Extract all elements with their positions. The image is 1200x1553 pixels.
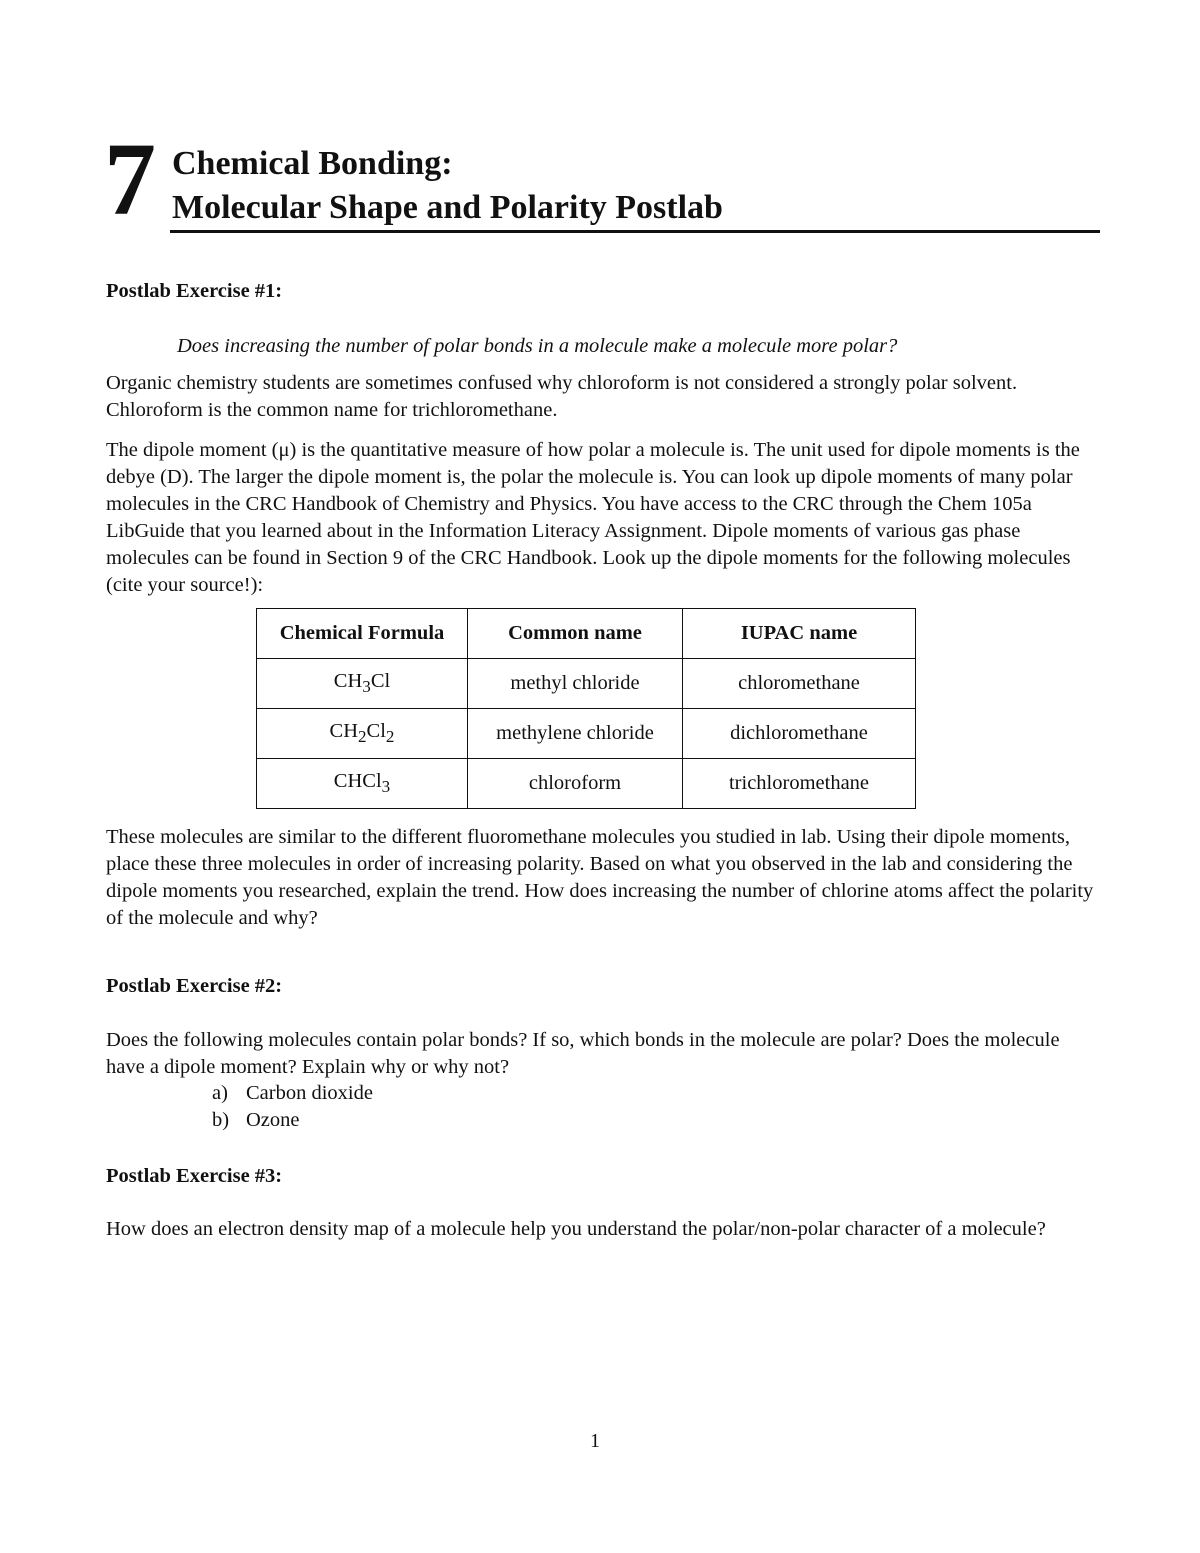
common-name-cell: methylene chloride (468, 709, 683, 759)
column-header-common-name: Common name (468, 609, 683, 659)
formula-cell: CHCl$_3$ (257, 759, 468, 809)
page-title (172, 142, 723, 230)
table-row (257, 759, 916, 809)
title-rule (170, 230, 1100, 233)
exercise-2-paragraph: Does the following molecules contain polar bonds? If so, which bonds in the molecule are polar? Does the molecule have a dipole moment? Explain why or why not? (106, 1029, 1060, 1078)
formula-cell: $CH_2Cl_2$ (257, 709, 468, 759)
iupac-name-cell: trichloromethane (683, 759, 916, 809)
exercise-1-paragraph-3: These molecules are similar to the different fluoromethane molecules you studied in lab. Using their dipole moments, place these three molecules in order of increasing polarity. Based on what you observed in the lab and considering the dipole moments you researched, explain the trend. How does increasing the number of chlorine atoms affect the polarity of the molecule and why? (106, 826, 1094, 929)
table-row (257, 709, 916, 759)
list-item: a) Carbon dioxide (212, 1082, 373, 1104)
exercise-2-list (212, 1080, 373, 1134)
chapter-number: 7 (104, 122, 156, 237)
exercise-1-paragraph-1: Organic chemistry students are sometimes confused why chloroform is not considered a strongly polar solvent. Chloroform is the common name for trichloromethane. (106, 372, 1018, 421)
title-line-2: Molecular Shape and Polarity Postlab (172, 189, 723, 226)
column-header-iupac-name: IUPAC name (683, 609, 916, 659)
formula-cell: $CH_3Cl$ (257, 659, 468, 709)
exercise-3-paragraph: How does an electron density map of a molecule help you understand the polar/non-polar character of a molecule? (106, 1218, 1046, 1240)
common-name-cell: methyl chloride (468, 659, 683, 709)
iupac-name-cell: chloromethane (683, 659, 916, 709)
exercise-3-heading: Postlab Exercise #3: (106, 1165, 283, 1187)
list-item: b) Ozone (212, 1109, 300, 1131)
title-line-1: Chemical Bonding: (172, 145, 453, 182)
exercise-1-heading: Postlab Exercise #1: (106, 280, 283, 302)
iupac-name-cell: dichloromethane (683, 709, 916, 759)
page-number: 1 (590, 1430, 600, 1452)
common-name-cell: chloroform (468, 759, 683, 809)
exercise-2-heading: Postlab Exercise #2: (106, 975, 283, 997)
dipole-table (256, 608, 916, 809)
exercise-1-question: Does increasing the number of polar bonds in a molecule make a molecule more polar? (177, 335, 898, 357)
column-header-formula: Chemical Formula (257, 609, 468, 659)
exercise-1-paragraph-2: The dipole moment (μ) is the quantitative measure of how polar a molecule is. The unit used for dipole moments is the debye (D). The larger the dipole moment is, the polar the molecule is. You can look up dipole moments of many polar molecules in the CRC Handbook of Chemistry and Physics. You have access to the CRC through the Chem 105a LibGuide that you learned about in the Information Literacy Assignment. Dipole moments of various gas phase molecules can be found in Section 9 of the CRC Handbook. Look up the dipole moments for the following molecules (cite your source!): (106, 439, 1080, 596)
table-header-row (257, 609, 916, 659)
table-row (257, 659, 916, 709)
